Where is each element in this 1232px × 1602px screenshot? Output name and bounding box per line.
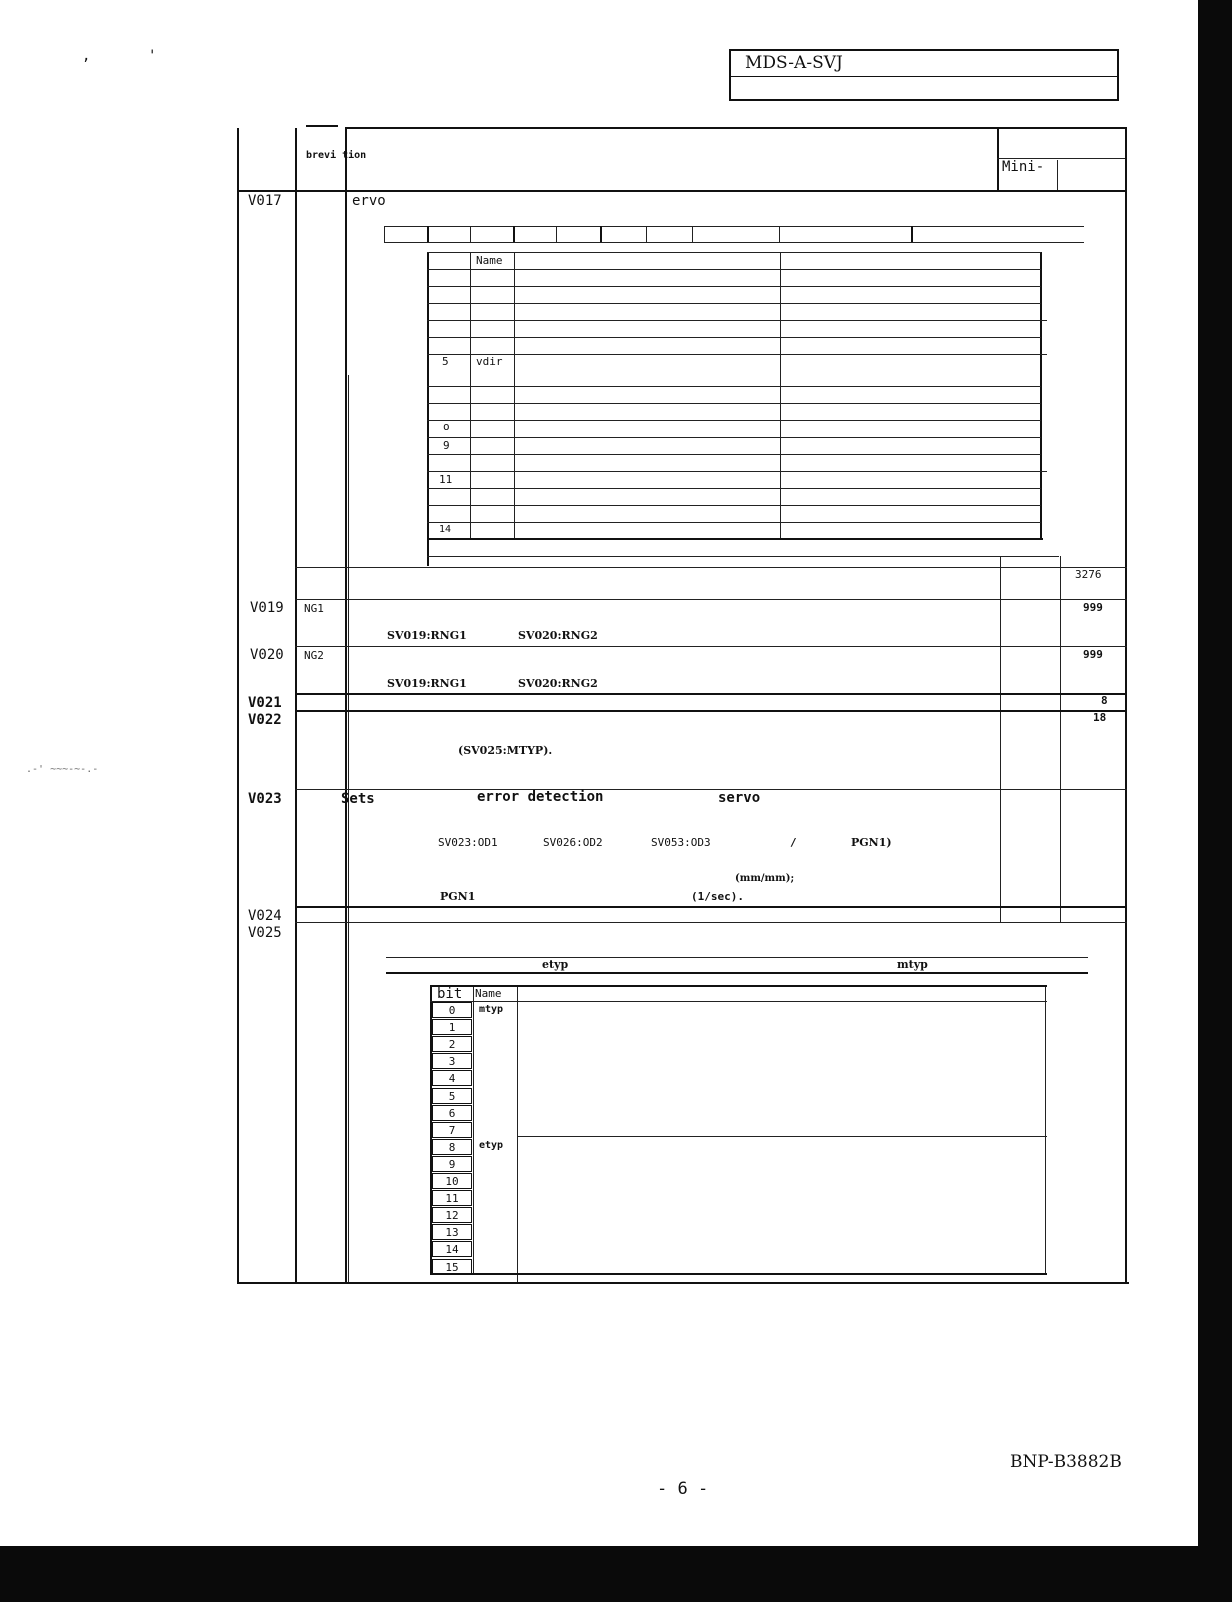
- sv025-bit-number: 8: [448, 1140, 456, 1154]
- sv025-bit-cell: [432, 1070, 472, 1086]
- sv025-bit-number: 5: [448, 1089, 456, 1103]
- sv023-slash: /: [790, 836, 797, 849]
- sv025-bit-cell: [432, 1241, 472, 1257]
- sv023-od3: SV053:OD3: [651, 836, 711, 849]
- side-scan-mark: .-' ~~~-~-.-: [26, 764, 99, 775]
- sv025-bit-cell: [432, 1173, 472, 1189]
- param-id-sv024: V024: [248, 908, 282, 924]
- sv017-bit: 9: [443, 439, 450, 452]
- sv025-bit-cell: [432, 1207, 472, 1223]
- sv025-bit-cell: [432, 1036, 472, 1052]
- sv017-name-header: Name: [476, 254, 503, 267]
- sv025-bit-number: 0: [448, 1004, 456, 1017]
- sv025-bit-cell: [432, 1088, 472, 1104]
- sv025-bit-number: 9: [448, 1157, 456, 1171]
- sv025-bit-cell: [432, 1190, 472, 1206]
- margin-mark: ': [148, 48, 157, 64]
- sv017-bit: o: [443, 420, 450, 433]
- sv023-unit2: (1/sec).: [691, 890, 744, 903]
- sv025-bit-cell: [432, 1156, 472, 1172]
- sv025-bit-number: 1: [448, 1021, 456, 1035]
- sv017-bit: 11: [439, 473, 453, 486]
- param-text-sv017: ervo: [352, 193, 386, 209]
- sv025-bit-number: 4: [448, 1072, 456, 1086]
- scan-edge-right: [1198, 0, 1232, 1602]
- param-text-sv020-1: SV019:RNG1: [387, 677, 467, 690]
- sv017-bit: 14: [439, 524, 452, 535]
- sv023-od2: SV026:OD2: [543, 836, 603, 849]
- param-text-sv019-2: SV020:RNG2: [518, 629, 598, 642]
- sv025-bit-cell: [432, 1105, 472, 1121]
- margin-mark: ,: [82, 48, 91, 64]
- sv025-bit-number: 12: [445, 1209, 459, 1223]
- sv023-servo: servo: [718, 790, 761, 806]
- param-abbr-sv020: NG2: [304, 649, 324, 662]
- sv023-unit1: (mm/mm);: [735, 873, 795, 884]
- param-text-sv020-2: SV020:RNG2: [518, 677, 598, 690]
- sv025-bit-number: 15: [445, 1260, 459, 1274]
- param-id-sv025: V025: [248, 925, 282, 941]
- sv025-mtyp-name: mtyp: [479, 1004, 504, 1015]
- param-abbr-sv019: NG1: [304, 602, 324, 615]
- sv025-name-header: Name: [475, 987, 502, 1000]
- header-model-box: [729, 49, 1119, 101]
- page-number: - 6 -: [657, 1479, 709, 1499]
- sv023-pgn: PGN1): [851, 836, 892, 849]
- sv017-bit-name: vdir: [476, 355, 503, 368]
- sv025-bit-cell: [432, 1053, 472, 1069]
- sv025-bit-number: 10: [445, 1175, 459, 1188]
- param-max-sv020: 999: [1083, 648, 1103, 661]
- model-name: MDS-A-SVJ: [745, 53, 843, 73]
- sv025-bit-header: bit: [437, 986, 463, 1002]
- sv025-bit-number: 14: [445, 1243, 459, 1257]
- sv025-bit-cell: [432, 1019, 472, 1035]
- sv025-bit-number: 2: [448, 1038, 456, 1052]
- scan-edge-bottom: [0, 1546, 1232, 1602]
- sv025-bit-number: 13: [445, 1226, 459, 1240]
- sv023-sets: Sets: [341, 791, 375, 807]
- param-id-sv020: V020: [250, 647, 284, 663]
- param-text-sv022: (SV025:MTYP).: [458, 744, 553, 757]
- doc-id: BNP-B3882B: [1010, 1452, 1122, 1472]
- param-id-sv019: V019: [250, 600, 284, 616]
- sv025-bit-number: 3: [448, 1055, 456, 1069]
- param-max-sv019: 999: [1083, 601, 1103, 614]
- param-text-sv019-1: SV019:RNG1: [387, 629, 467, 642]
- param-max-sv021: 8: [1101, 694, 1108, 707]
- sv025-bit-cell: [432, 1002, 472, 1018]
- param-id-sv023: V023: [248, 791, 282, 807]
- sv025-bit-number: 6: [448, 1106, 456, 1120]
- param-id-sv021: V021: [248, 695, 282, 711]
- sv025-bit-cell: [432, 1122, 472, 1138]
- row-max-value: 3276: [1075, 568, 1102, 581]
- sv025-bit-cell: [432, 1139, 472, 1155]
- sv025-etyp-name: etyp: [479, 1140, 504, 1151]
- param-id-sv022: V022: [248, 712, 282, 728]
- sv025-bit-cell: [432, 1224, 472, 1240]
- sv023-error-detection: error detection: [477, 789, 604, 805]
- sv025-bit-number: 11: [445, 1192, 459, 1206]
- sv023-od1: SV023:OD1: [438, 836, 498, 849]
- param-max-sv022: 18: [1093, 711, 1107, 724]
- sv023-pgn1: PGN1: [440, 890, 476, 903]
- abbreviation-column-header: brevi tion: [306, 150, 367, 161]
- sv017-bit: 5: [442, 355, 449, 368]
- minimum-column-header: Mini-: [1002, 159, 1045, 175]
- param-id-sv017: V017: [248, 193, 282, 209]
- sv025-bit-number: 7: [448, 1123, 456, 1137]
- sv025-bit-cell: [432, 1259, 472, 1275]
- sv025-mtyp-label: mtyp: [897, 958, 928, 971]
- sv025-etyp-label: etyp: [542, 958, 569, 971]
